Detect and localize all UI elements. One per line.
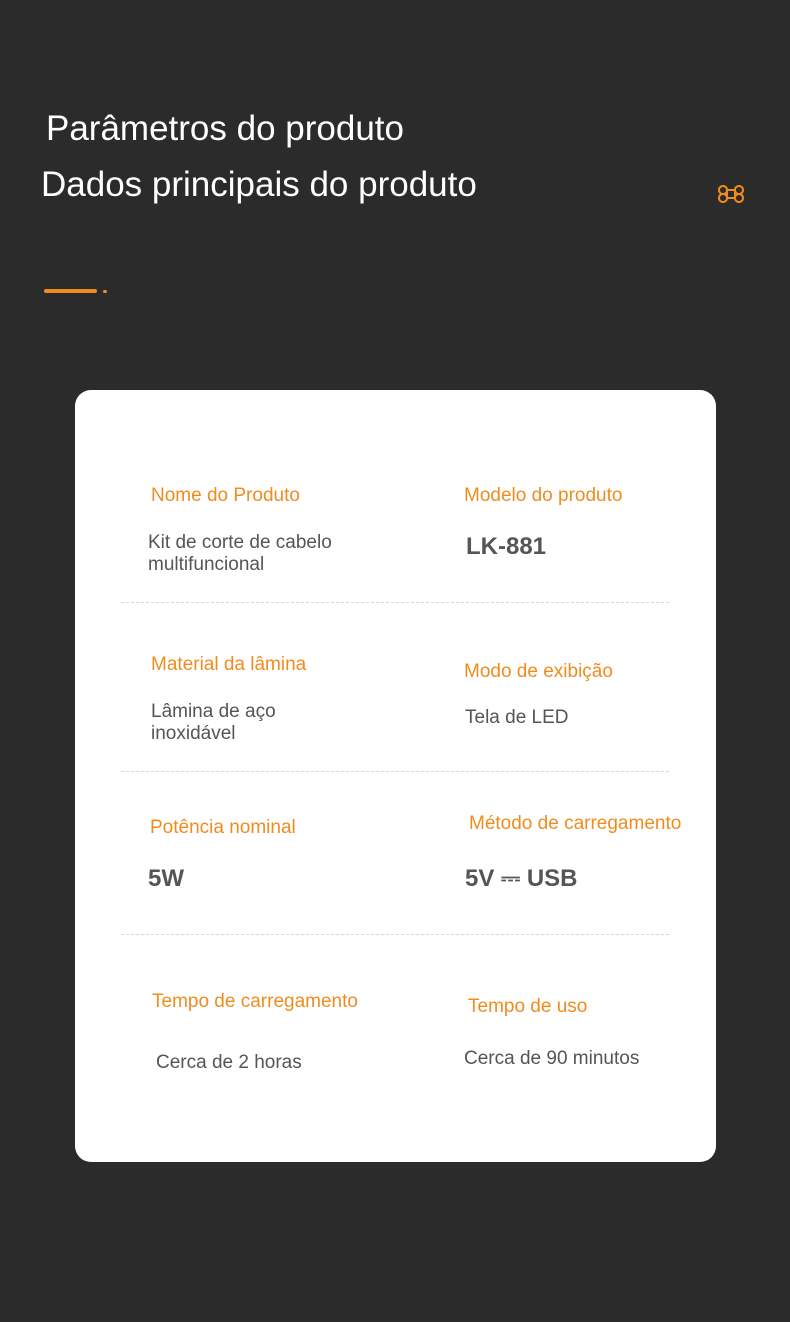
divider [121,771,669,772]
divider [121,602,669,603]
product-name-value: Kit de corte de cabelo multifuncional [148,532,332,575]
display-mode-value: Tela de LED [465,707,569,728]
model-label: Modelo do produto [464,485,623,506]
usage-time-label: Tempo de uso [468,996,588,1017]
product-name-label: Nome do Produto [151,485,300,506]
page-subtitle: Dados principais do produto [41,165,477,204]
blade-material-label: Material da lâmina [151,654,307,675]
usage-time-value: Cerca de 90 minutos [464,1048,640,1069]
charging-method-value: 5V ⎓ USB [465,865,578,892]
accent-line [44,289,97,293]
model-value: LK-881 [466,533,547,560]
accent-dot [103,290,107,293]
spec-card [75,390,716,1162]
page-title: Parâmetros do produto [46,109,404,148]
charging-time-value: Cerca de 2 horas [156,1052,302,1073]
rated-power-value: 5W [148,865,184,892]
divider [121,934,669,935]
blade-material-value: Lâmina de aço inoxidável [151,701,276,744]
charging-method-label: Método de carregamento [469,813,682,834]
command-icon [716,179,746,209]
rated-power-label: Potência nominal [150,817,296,838]
charging-time-label: Tempo de carregamento [152,991,358,1012]
display-mode-label: Modo de exibição [464,661,613,682]
